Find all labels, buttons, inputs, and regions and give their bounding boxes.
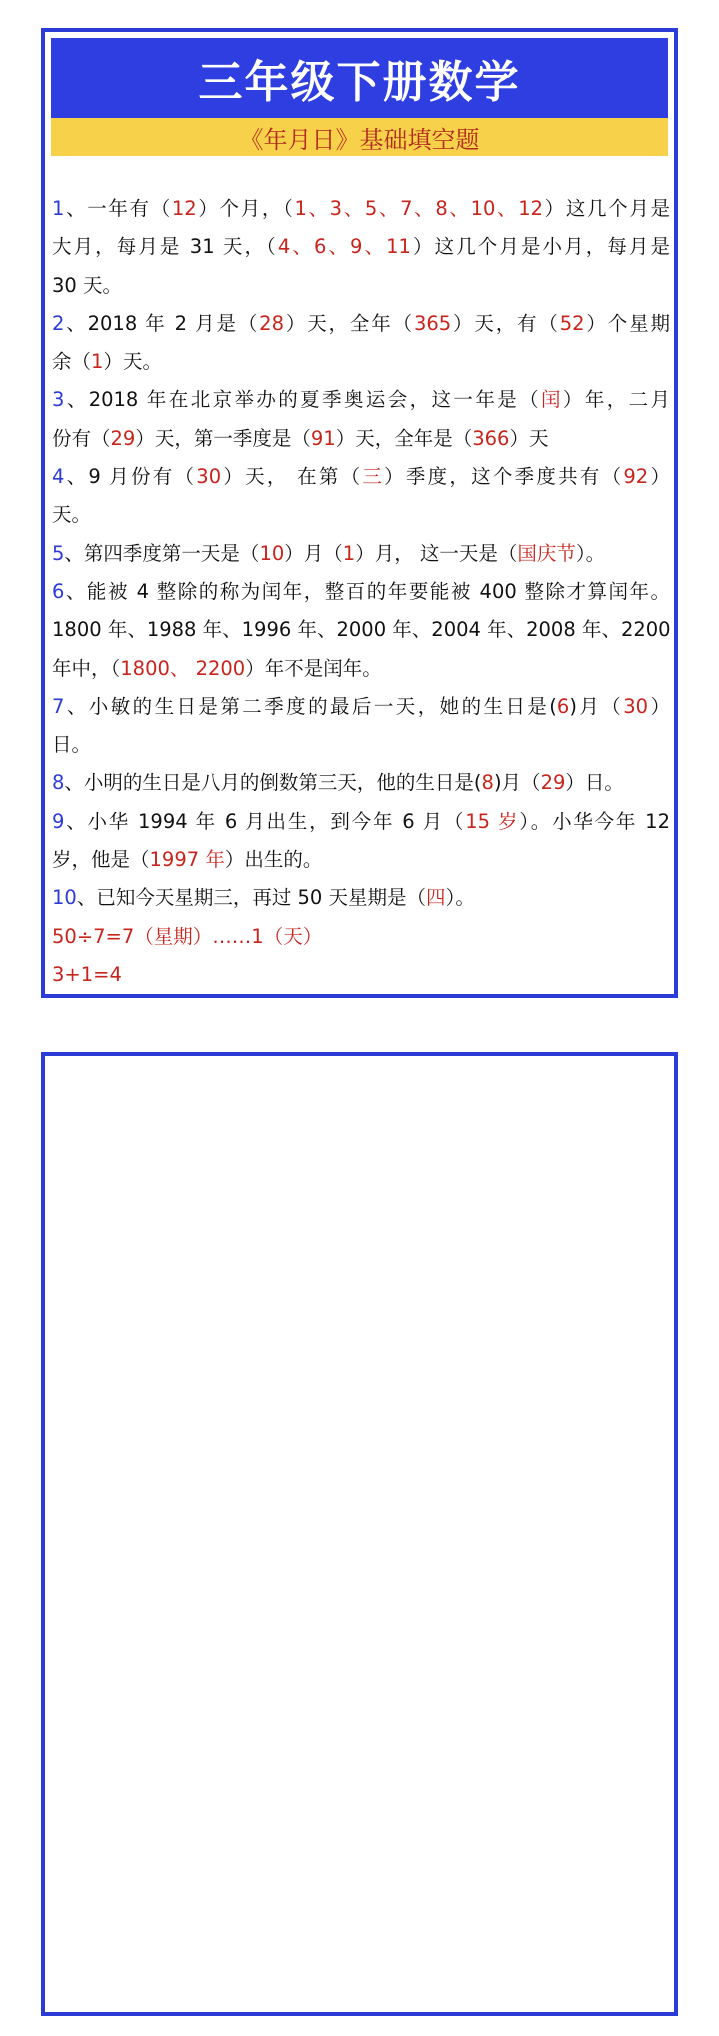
answer-text: 国庆节 (517, 541, 576, 565)
answer-text: 1、3、5、7、8、10、12 (294, 197, 544, 220)
answer-text: 3+1=4 (52, 962, 122, 986)
question-text: 、9 月份有（ (64, 465, 197, 489)
question-text: 、第四季度第一天是（ (64, 541, 260, 565)
question-number: 8 (52, 771, 65, 795)
answer-text: 4、6、9、11 (277, 235, 411, 259)
question-text: 年中，（ (52, 656, 121, 680)
question-text: 、能被 4 整除的称为闰年，整百的年要能被 400 整除才算闰年。 (64, 579, 670, 603)
questions-list (52, 190, 670, 994)
answer-text: 92 (623, 465, 649, 489)
question-line (52, 228, 670, 266)
question-text: ）月， 这一天是（ (355, 541, 518, 565)
blank-card (41, 1052, 678, 2016)
question-line (52, 458, 670, 496)
question-text: ）个月，（ (196, 197, 295, 220)
answer-text: 91 (310, 426, 336, 450)
question-text: ） (648, 694, 670, 718)
question-text: ） (648, 465, 670, 489)
question-text: ）个星期 (584, 311, 670, 335)
question-number: 2 (52, 311, 65, 335)
question-text: 余（ (52, 350, 92, 374)
answer-text: 50÷7=7（星期）……1（天） (52, 924, 323, 948)
question-text: ）这几个月是 (543, 197, 670, 220)
question-line (52, 496, 670, 534)
question-line (52, 343, 670, 381)
page-subtitle: 《年月日》基础填空题 (51, 118, 668, 156)
question-line (52, 803, 670, 841)
answer-text: 1 (342, 541, 356, 565)
answer-text: 52 (559, 311, 585, 335)
question-text: ）天，全年是（ (335, 426, 473, 450)
question-text: ）。 (445, 886, 475, 910)
question-line (52, 381, 670, 419)
question-line (52, 420, 670, 458)
question-text: 30 天。 (52, 273, 123, 297)
question-line (52, 190, 670, 228)
question-line (52, 726, 670, 764)
answer-text: 10 (259, 541, 285, 565)
question-line (52, 841, 670, 879)
answer-text: 29 (540, 771, 566, 795)
question-number: 6 (52, 579, 65, 603)
question-text: ）年，二月 (562, 388, 670, 412)
answer-text: 四 (426, 886, 446, 910)
question-number: 4 (52, 465, 65, 489)
question-line (52, 879, 670, 917)
question-line (52, 956, 670, 994)
question-text: ）季度，这个季度共有（ (384, 465, 624, 489)
question-line (52, 267, 670, 305)
answer-text: 三 (362, 465, 385, 489)
question-text: ）天，第一季度是（ (135, 426, 311, 450)
question-text: ）天，全年（ (284, 311, 414, 335)
question-line (52, 650, 670, 688)
question-text: 岁，他是（ (52, 848, 150, 872)
worksheet-card (41, 28, 678, 998)
question-line (52, 535, 670, 573)
question-text: 、2018 年 2 月是（ (64, 311, 260, 335)
question-text: 、小明的生日是八月的倒数第三天，他的生日是( (64, 771, 482, 795)
question-text: 、2018 年在北京举办的夏季奥运会，这一年是（ (64, 388, 542, 412)
question-text: ）月（ (284, 541, 343, 565)
answer-text: 29 (110, 426, 136, 450)
question-line (52, 305, 670, 343)
question-text: ）。 (575, 541, 606, 565)
question-text: 、小华 1994 年 6 月出生，到今年 6 月（ (64, 809, 466, 833)
answer-text: 1997 年 (149, 848, 225, 872)
answer-text: 6 (556, 694, 570, 718)
question-text: )月（ (569, 694, 624, 718)
question-number: 9 (52, 809, 65, 833)
answer-text: 8 (481, 771, 494, 795)
question-text: 1800 年、1988 年、1996 年、2000 年、2004 年、2008 年、2200 (52, 618, 671, 642)
question-text: 、小敏的生日是第二季度的最后一天，她的生日是( (64, 694, 557, 718)
question-line (52, 764, 670, 802)
question-number: 3 (52, 388, 65, 412)
page-title: 三年级下册数学 (51, 38, 668, 118)
question-line (52, 918, 670, 956)
question-text: 大月，每月是 31 天，（ (52, 235, 278, 259)
question-text: ）天。 (103, 350, 162, 374)
answer-text: 12 (171, 197, 197, 220)
question-number: 10 (52, 886, 77, 910)
answer-text: 366 (472, 426, 510, 450)
question-text: 份有（ (52, 426, 111, 450)
question-number: 1 (52, 197, 65, 220)
question-text: ）天 (509, 426, 549, 450)
question-text: 日。 (52, 733, 92, 757)
question-text: 天。 (52, 503, 92, 527)
answer-text: 30 (196, 465, 222, 489)
question-line (52, 611, 670, 649)
answer-text: 365 (413, 311, 452, 335)
question-number: 7 (52, 694, 65, 718)
question-text: ）这几个月是小月，每月是 (410, 235, 670, 259)
question-text: ）日。 (565, 771, 624, 795)
answer-text: 闰 (541, 388, 563, 412)
question-number: 5 (52, 541, 65, 565)
question-line (52, 688, 670, 726)
answer-text: 30 (623, 694, 649, 718)
question-text: )月（ (493, 771, 541, 795)
question-text: ）出生的。 (224, 848, 323, 872)
question-text: ）。小华今年 12 (519, 809, 670, 833)
question-line (52, 573, 670, 611)
question-text: ）天，有（ (451, 311, 560, 335)
question-text: 、已知今天星期三，再过 50 天星期是（ (76, 886, 427, 910)
question-text: 、一年有（ (64, 197, 172, 220)
question-text: ）天， 在第（ (221, 465, 363, 489)
answer-text: 28 (259, 311, 284, 335)
answer-text: 1800、 2200 (120, 656, 246, 680)
answer-text: 1 (91, 350, 104, 374)
answer-text: 15 岁 (465, 809, 520, 833)
question-text: ）年不是闰年。 (245, 656, 382, 680)
